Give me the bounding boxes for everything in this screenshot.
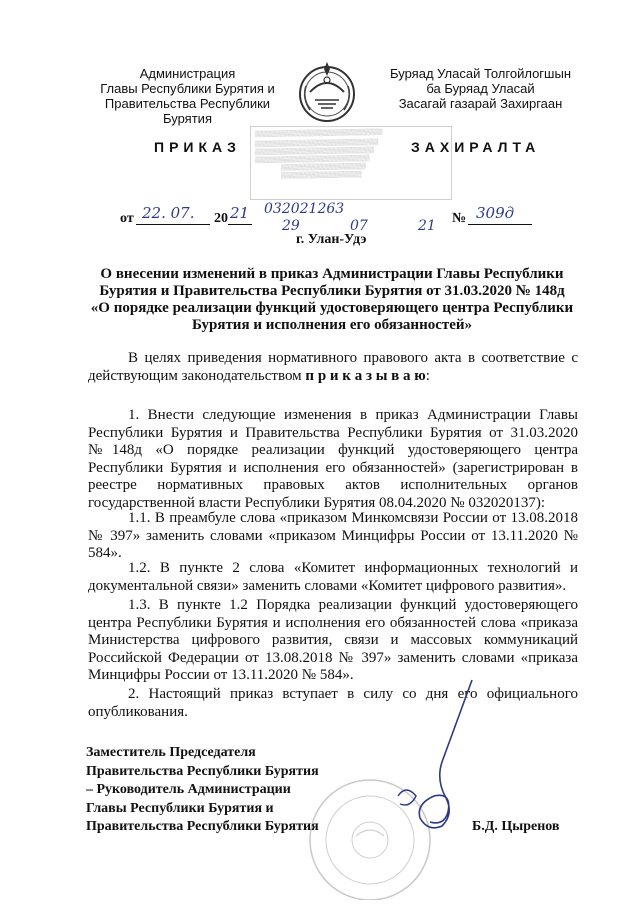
item-1-3: 1.3. В пункте 1.2 Порядка реализации функций удостоверяющего центра Республики Бурятия и исполнения его обязанностей слова «приказа Министерства цифрового развития, связи и массовых коммуникаций Российской Федерации от 13.08.2018 № 397» заменить словами «приказа Минцифры России от 13.11.2020 № 584». [88,597,578,683]
item-1-1: 1.1. В преамбуле слова «приказом Минкомсвязи России от 13.08.2018 № 397» заменить словами «приказом Минцифры России от 13.11.2020 № 584». [88,510,578,561]
stamp-date-month: 07 [350,218,368,234]
prikaz-label: ПРИКАЗ [154,139,241,155]
date-handwritten: 22. 07. [142,204,195,222]
header-right [378,66,583,111]
number-underline [468,224,532,225]
city-label: г. Улан-Удэ [296,232,367,247]
header-left [80,66,295,126]
number-label: № [452,211,467,226]
registration-stamp: ▒▒▒▒▒▒▒▒▒▒▒▒▒▒▒▒▒▒▒▒▒▒▒▒▒▒▒▒▒▒ ▒▒▒▒▒▒▒▒▒▒▒▒▒▒▒▒▒▒▒▒▒▒▒▒▒▒▒▒▒ ▒▒▒▒▒▒▒▒▒▒▒▒▒▒▒▒▒▒▒▒▒▒▒▒▒▒▒▒ ▒▒▒▒▒▒▒▒▒▒▒▒▒▒▒▒▒▒▒▒▒▒▒▒▒▒▒ ▒▒▒▒▒▒▒▒▒▒▒▒▒▒▒▒▒▒▒▒ ▒▒▒▒▒▒▒▒▒▒▒▒▒▒▒▒▒▒▒ [250,126,452,200]
title-line-2: Бурятия и Правительства Республики Бурятия от 31.03.2020 № 148д [99,283,565,299]
stamp-date-day: 29 [282,218,300,234]
header-left-line-1: Администрация [139,66,236,81]
header-right-line-3: Засагай газарай Захиргаан [398,96,563,111]
header-right-line-1: Буряад Уласай Толгойлогшын [389,66,572,81]
year-underline [228,224,252,225]
zakhiralta-label: ЗАХИРАЛТА [411,139,541,155]
number-handwritten: 309д [476,204,515,222]
signature-line-3: – Руководитель Администрации [86,782,291,797]
from-label: от [120,211,134,226]
intro-bold: п р и к а з ы в а ю [305,367,426,384]
item-2: 2. Настоящий приказ вступает в силу со дня его официального опубликования. [88,686,578,720]
coat-of-arms-emblem-icon [296,56,358,126]
date-underline [136,224,210,225]
stamp-reg-number: 032021263 [264,201,345,217]
title-line-1: О внесении изменений в приказ Администрации Главы Республики [100,266,564,282]
signature-line-1: Заместитель Председателя [86,745,256,760]
signatory-name: Б.Д. Цыренов [472,819,560,834]
title-line-4: Бурятия и исполнения его обязанностей» [191,317,473,333]
item-1: 1. Внести следующие изменения в приказ Администрации Главы Республики Бурятия и Правительства Республики Бурятия от 31.03.2020 №148д «О порядке реализации функций удостоверяющего центра Республики Бурятия и исполнения его обязанностей» (зарегистрирован в реестре нормативных правовых актов исполнительных органов государственной власти Республики Бурятия 08.04.2020 № 032020137): [88,407,578,511]
document-title [86,266,578,334]
handwritten-signature-icon [380,676,490,836]
year-prefix: 20 [214,211,228,226]
item-1-2: 1.2. В пункте 2 слова «Комитет информационных технологий и документальной связи» заменить словами «Комитет цифрового развития». [88,560,578,594]
signature-line-5: Правительства Республики Бурятия [86,819,319,834]
signature-line-4: Главы Республики Бурятия и [86,800,274,816]
title-line-3: «О порядке реализации функций удостоверяющего центра Республики [90,300,574,316]
intro-text: В целях приведения нормативного правового акта в соответствие с действующим законодательством [88,350,578,384]
intro-paragraph [88,350,578,385]
signature-line-2: Правительства Республики Бурятия [86,763,319,779]
header-right-line-2: ба Буряад Уласай [426,81,535,96]
header-left-line-2: Главы Республики Бурятия и [100,81,275,96]
header-left-line-3: Правительства Республики Бурятия [104,96,271,126]
year-handwritten: 21 [230,204,250,222]
stamp-date-year: 21 [418,218,436,234]
intro-end: : [425,367,430,384]
